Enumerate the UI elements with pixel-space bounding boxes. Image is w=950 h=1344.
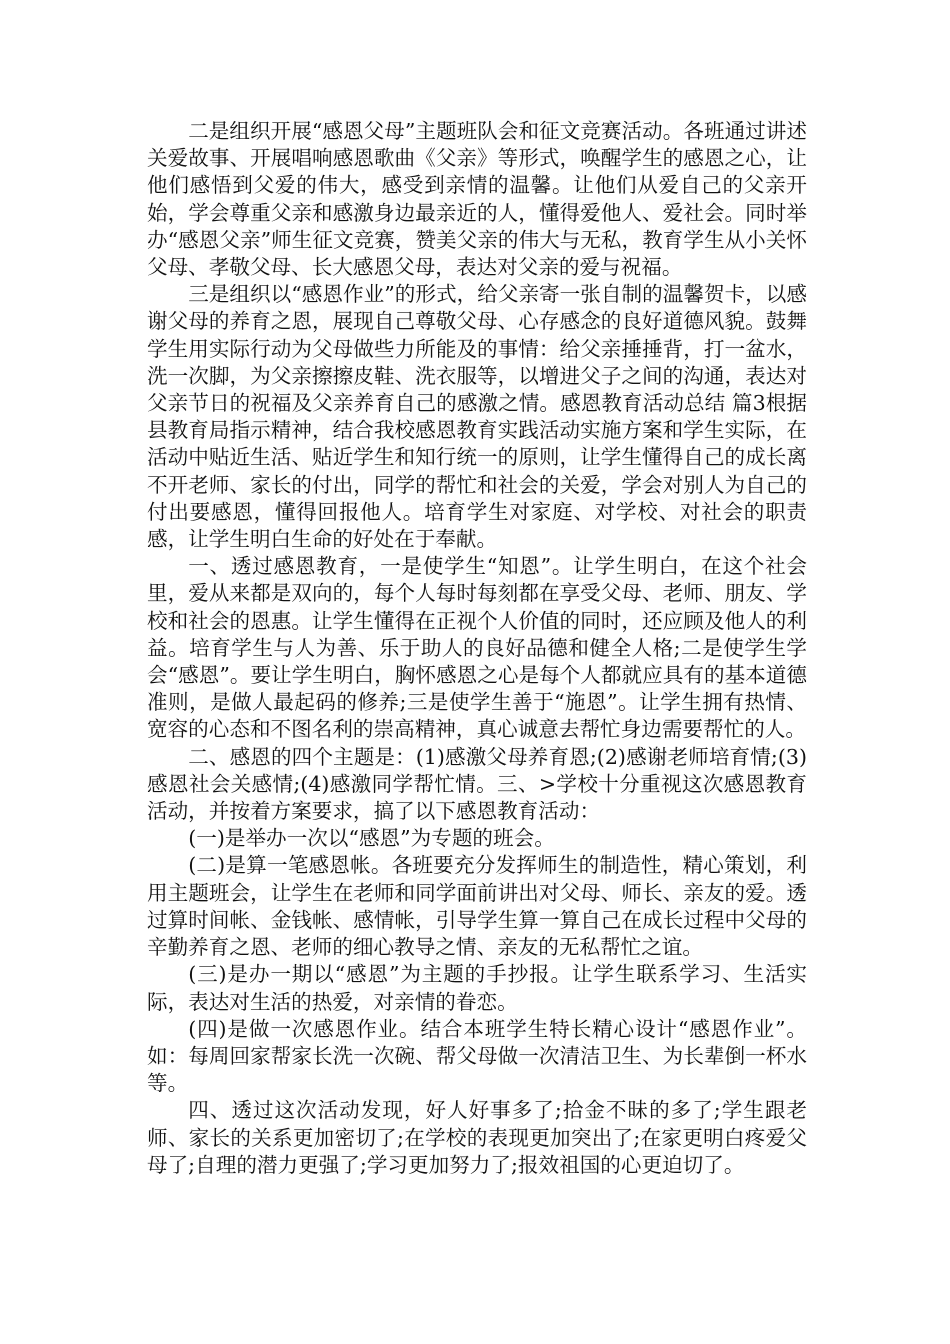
paragraph-5: (一)是举办一次以“感恩”为专题的班会。: [188, 826, 555, 851]
paragraph-7: (三)是办一期以“感恩”为主题的手抄报。让学生联系学习、生活实际，表达对生活的热爱，对亲情的眷恋。: [147, 962, 807, 1014]
paragraph-3: 一、透过感恩教育，一是使学生“知恩”。让学生明白，在这个社会里，爱从来都是双向的，每个人每时每刻都在享受父母、老师、朋友、学校和社会的恩惠。让学生懂得在正视个人价值的同时，还应顾及他人的利益。培育学生与人为善、乐于助人的良好品德和健全人格;二是使学生学会“感恩”。要让学生明白，胸怀感恩之心是每个人都就应具有的基本道德准则，是做人最起码的修养;三是使学生善于“施恩”。让学生拥有热情、宽容的心态和不图名利的崇高精神，真心诚意去帮忙身边需要帮忙的人。: [147, 554, 807, 742]
paragraph-8: (四)是做一次感恩作业。结合本班学生特长精心设计“感恩作业”。如：每周回家帮家长洗一次碗、帮父母做一次清洁卫生、为长辈倒一杯水等。: [147, 1016, 807, 1096]
paragraph-1: 二是组织开展“感恩父母”主题班队会和征文竞赛活动。各班通过讲述关爱故事、开展唱响感恩歌曲《父亲》等形式，唤醒学生的感恩之心，让他们感悟到父爱的伟大，感受到亲情的温馨。让他们从爱自己的父亲开始，学会尊重父亲和感激身边最亲近的人，懂得爱他人、爱社会。同时举办“感恩父亲”师生征文竞赛，赞美父亲的伟大与无私，教育学生从小关怀父母、孝敬父母、长大感恩父母，表达对父亲的爱与祝福。: [147, 119, 807, 280]
paragraph-9: 四、透过这次活动发现，好人好事多了;拾金不昧的多了;学生跟老师、家长的关系更加密切了;在学校的表现更加突出了;在家更明白疼爱父母了;自理的潜力更强了;学习更加努力了;报效祖国的心更迫切了。: [147, 1098, 807, 1177]
document-body: [147, 118, 807, 1179]
paragraph-4: 二、感恩的四个主题是：(1)感激父母养育恩;(2)感谢老师培育情;(3)感恩社会关感情;(4)感激同学帮忙情。三、>学校十分重视这次感恩教育活动，并按着方案要求，搞了以下感恩教育活动：: [147, 744, 807, 824]
paragraph-2: 三是组织以“感恩作业”的形式，给父亲寄一张自制的温馨贺卡，以感谢父母的养育之恩，展现自己尊敬父母、心存感念的良好道德风貌。鼓舞学生用实际行动为父母做些力所能及的事情：给父亲捶捶背，打一盆水，洗一次脚，为父亲擦擦皮鞋、洗衣服等，以增进父子之间的沟通，表达对父亲节日的祝福及父亲养育自己的感激之情。感恩教育活动总结 篇3根据县教育局指示精神，结合我校感恩教育实践活动实施方案和学生实际，在活动中贴近生活、贴近学生和知行统一的原则，让学生懂得自己的成长离不开老师、家长的付出，同学的帮忙和社会的关爱，学会对别人为自己的付出要感恩，懂得回报他人。培育学生对家庭、对学校、对社会的职责感，让学生明白生命的好处在于奉献。: [147, 282, 807, 552]
paragraph-6: (二)是算一笔感恩帐。各班要充分发挥师生的制造性，精心策划，利用主题班会，让学生在老师和同学面前讲出对父母、师长、亲友的爱。透过算时间帐、金钱帐、感情帐，引导学生算一算自己在成长过程中父母的辛勤养育之恩、老师的细心教导之情、亲友的无私帮忙之谊。: [147, 853, 807, 960]
